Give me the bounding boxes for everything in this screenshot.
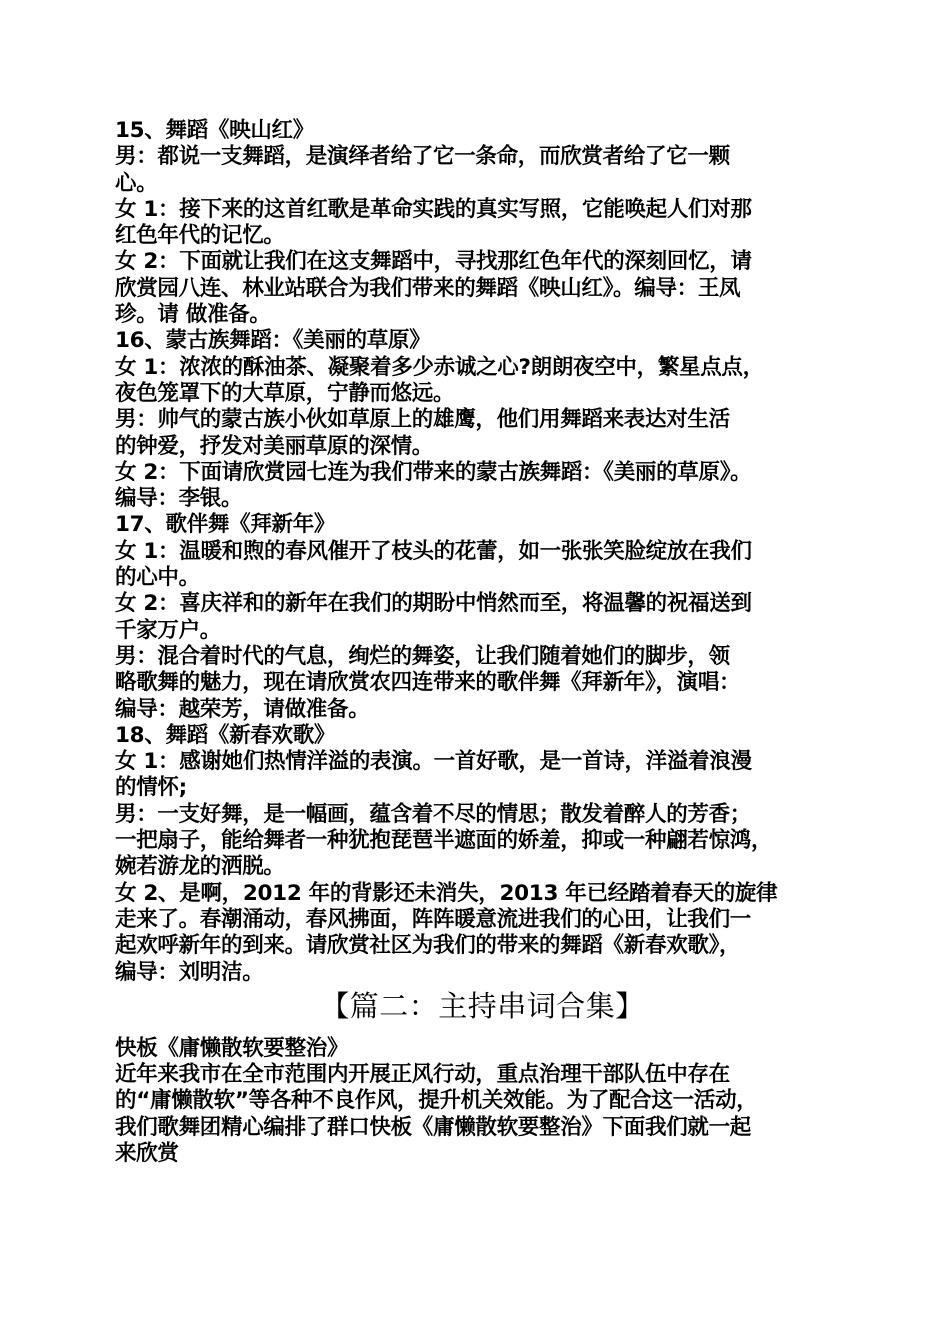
text-line: 的心中。 bbox=[115, 565, 200, 591]
text-line: 男：混合着时代的气息，绚烂的舞姿，让我们随着她们的脚步，领 bbox=[115, 643, 730, 669]
text-line: 女 1：浓浓的酥油茶、凝聚着多少赤诚之心?朗朗夜空中，繁星点点， bbox=[115, 354, 764, 380]
text-line: 走来了。春潮涌动，春风拂面，阵阵暖意流进我们的心田，让我们一 bbox=[115, 906, 752, 932]
text-line: 编导：越荣芳，请做准备。 bbox=[115, 696, 370, 722]
section-heading: 【篇二：主持串词合集】 bbox=[320, 988, 645, 1023]
text-line: 千家万户。 bbox=[115, 617, 222, 643]
text-line: 16、蒙古族舞蹈：《美丽的草原》 bbox=[115, 328, 431, 354]
text-line: 编导：刘明洁。 bbox=[115, 959, 264, 985]
text-line: 心。 bbox=[115, 170, 158, 196]
text-line: 的情怀; bbox=[115, 775, 187, 801]
text-line: 婉若游龙的洒脱。 bbox=[115, 854, 285, 880]
text-line: 18、舞蹈《新春欢歌》 bbox=[115, 722, 336, 748]
text-line: 夜色笼罩下的大草原，宁静而悠远。 bbox=[115, 380, 455, 406]
text-line: 男：都说一支舞蹈，是演绎者给了它一条命，而欣赏者给了它一颗 bbox=[115, 144, 730, 170]
section-text-line: 我们歌舞团精心编排了群口快板《庸懒散软要整治》下面我们就一起 bbox=[115, 1114, 752, 1140]
text-line: 15、舞蹈《映山红》 bbox=[115, 118, 314, 143]
text-line: 女 2：喜庆祥和的新年在我们的期盼中悄然而至，将温馨的祝福送到 bbox=[115, 591, 752, 617]
section-text-line: 的“庸懒散软”等各种不良作风，提升机关效能。为了配合这一活动， bbox=[115, 1088, 758, 1114]
text-line: 欣赏园八连、林业站联合为我们带来的舞蹈《映山红》。编导：王凤 bbox=[115, 275, 741, 301]
text-line: 17、歌伴舞《拜新年》 bbox=[115, 512, 336, 538]
section-text-line: 来欣赏 bbox=[115, 1140, 179, 1166]
text-line: 女 1：温暖和煦的春风催开了枝头的花蕾，如一张张笑脸绽放在我们 bbox=[115, 538, 752, 564]
text-line: 女 1：接下来的这首红歌是革命实践的真实写照，它能唤起人们对那 bbox=[115, 196, 752, 222]
text-line: 珍。请 做准备。 bbox=[115, 302, 271, 328]
section-text-line: 快板《庸懒散软要整治》 bbox=[115, 1035, 349, 1061]
text-line: 一把扇子，能给舞者一种犹抱琵琶半遮面的娇羞，抑或一种翩若惊鸿， bbox=[115, 828, 773, 854]
text-line: 女 2：下面就让我们在这支舞蹈中，寻找那红色年代的深刻回忆，请 bbox=[115, 249, 752, 275]
document-page bbox=[115, 118, 850, 1167]
text-line: 编导：李银。 bbox=[115, 486, 243, 512]
text-line: 的钟爱，抒发对美丽草原的深情。 bbox=[115, 433, 434, 459]
text-line: 男：一支好舞，是一幅画，蕴含着不尽的情思；散发着醉人的芳香； bbox=[115, 801, 752, 827]
text-line: 男：帅气的蒙古族小伙如草原上的雄鹰，他们用舞蹈来表达对生活 bbox=[115, 407, 730, 433]
text-line: 红色年代的记忆。 bbox=[115, 223, 285, 249]
text-line: 女 2：下面请欣赏园七连为我们带来的蒙古族舞蹈：《美丽的草原》。 bbox=[115, 459, 752, 485]
text-line: 起欢呼新年的到来。请欣赏社区为我们的带来的舞蹈《新春欢歌》， bbox=[115, 933, 741, 959]
text-line: 女 2、是啊，2012 年的背影还未消失，2013 年已经踏着春天的旋律 bbox=[115, 880, 778, 906]
text-line: 略歌舞的魅力，现在请欣赏农四连带来的歌伴舞《拜新年》，演唱： bbox=[115, 670, 741, 696]
text-line: 女 1：感谢她们热情洋溢的表演。一首好歌，是一首诗，洋溢着浪漫 bbox=[115, 749, 752, 775]
section-text-line: 近年来我市在全市范围内开展正风行动，重点治理干部队伍中存在 bbox=[115, 1062, 730, 1088]
